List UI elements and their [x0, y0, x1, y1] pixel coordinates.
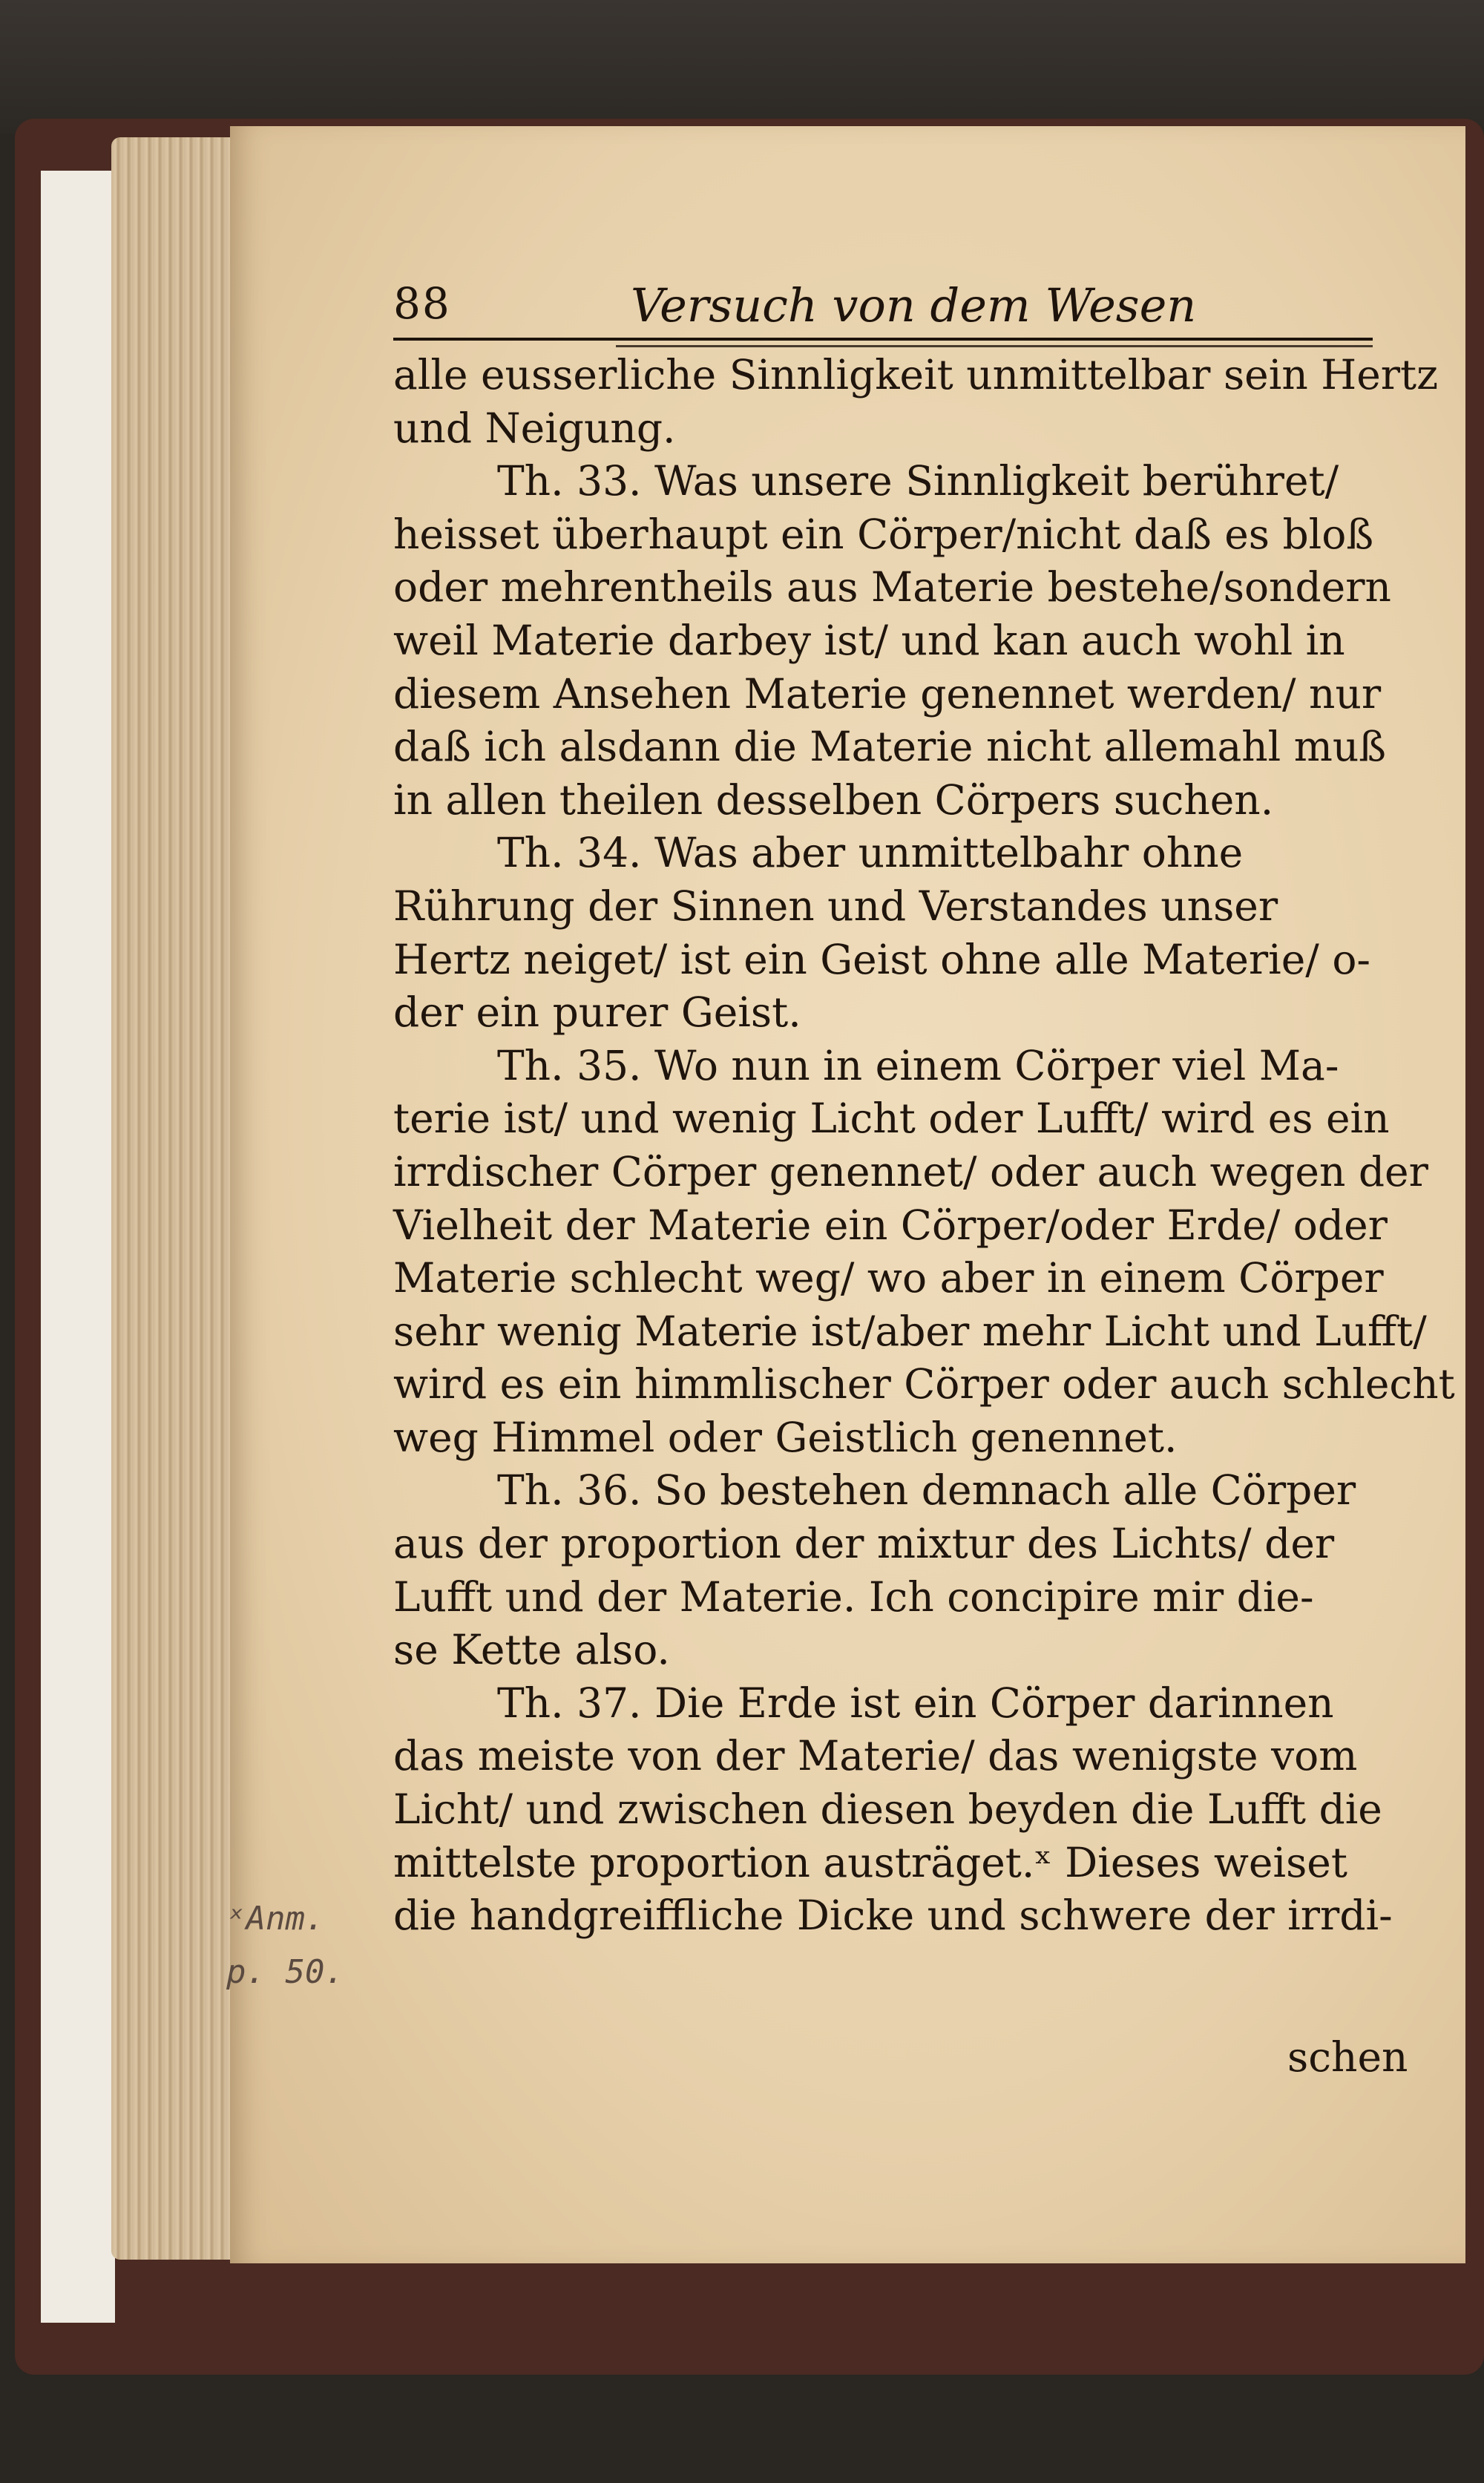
scan-background [0, 0, 1484, 134]
marginal-note [226, 1892, 344, 1999]
text-line: in allen theilen desselben Cörpers suchen. [393, 775, 1274, 824]
page-number: 88 [393, 278, 451, 329]
text-line: weil Materie darbey ist/ und kan auch wohl in [393, 616, 1345, 664]
text-line: sehr wenig Materie ist/aber mehr Licht und Lufft/ [393, 1307, 1427, 1355]
catchword: schen [1287, 2033, 1408, 2081]
text-line: Th. 34. Was aber unmittelbahr ohne [497, 829, 1244, 877]
text-line: und Neigung. [393, 404, 676, 452]
text-line: Th. 33. Was unsere Sinnligkeit berühret/ [497, 457, 1339, 505]
text-line: irrdischer Cörper genennet/ oder auch wegen der [393, 1147, 1428, 1195]
text-line: diesem Ansehen Materie genennet werden/ nur [393, 669, 1382, 718]
running-title: Versuch von dem Wesen [631, 278, 1197, 332]
text-line: Th. 36. So bestehen demnach alle Cörper [497, 1466, 1356, 1515]
marginal-note-line: ˣAnm. [226, 1900, 325, 1938]
text-line: daß ich alsdann die Materie nicht allemahl muß [393, 723, 1387, 771]
text-line: der ein purer Geist. [393, 988, 801, 1037]
text-line: Th. 35. Wo nun in einem Cörper viel Ma- [497, 1041, 1339, 1089]
text-line: Lufft und der Materie. Ich concipire mir die- [393, 1572, 1314, 1621]
text-line: se Kette also. [393, 1626, 670, 1674]
text-line: terie ist/ und wenig Licht oder Lufft/ wird es ein [393, 1095, 1390, 1143]
text-line: das meiste von der Materie/ das wenigste vom [393, 1732, 1358, 1780]
header-rule [393, 338, 1373, 341]
text-line: oder mehrentheils aus Materie bestehe/sondern [393, 563, 1391, 611]
text-line: Materie schlecht weg/ wo aber in einem Cörper [393, 1254, 1384, 1302]
text-line: mittelste proportion austräget.ˣ Dieses weiset [393, 1838, 1347, 1886]
text-line: die handgreiffliche Dicke und schwere der irrdi- [393, 1892, 1393, 1940]
marginal-note-line: p. 50. [226, 1953, 344, 1991]
page-header [393, 278, 1380, 341]
text-line: Rührung der Sinnen und Verstandes unser [393, 882, 1278, 930]
text-line: wird es ein himmlischer Cörper oder auch schlecht [393, 1360, 1455, 1408]
paper-strip [41, 171, 115, 2323]
text-line: heisset überhaupt ein Cörper/nicht daß es bloß [393, 510, 1374, 558]
text-line: Th. 37. Die Erde ist ein Cörper darinnen [497, 1679, 1334, 1727]
text-line: Licht/ und zwischen diesen beyden die Lufft die [393, 1785, 1382, 1834]
text-line: Hertz neiget/ ist ein Geist ohne alle Materie/ o- [393, 935, 1371, 983]
body-text [393, 349, 1455, 1943]
text-line: aus der proportion der mixtur des Lichts/ der [393, 1520, 1335, 1568]
text-line: weg Himmel oder Geistlich genennet. [393, 1413, 1178, 1461]
header-rule-secondary [616, 345, 1373, 347]
text-line: alle eusserliche Sinnligkeit unmittelbar sein Hertz [393, 351, 1439, 398]
text-line: Vielheit der Materie ein Cörper/oder Erde/ oder [393, 1201, 1388, 1249]
